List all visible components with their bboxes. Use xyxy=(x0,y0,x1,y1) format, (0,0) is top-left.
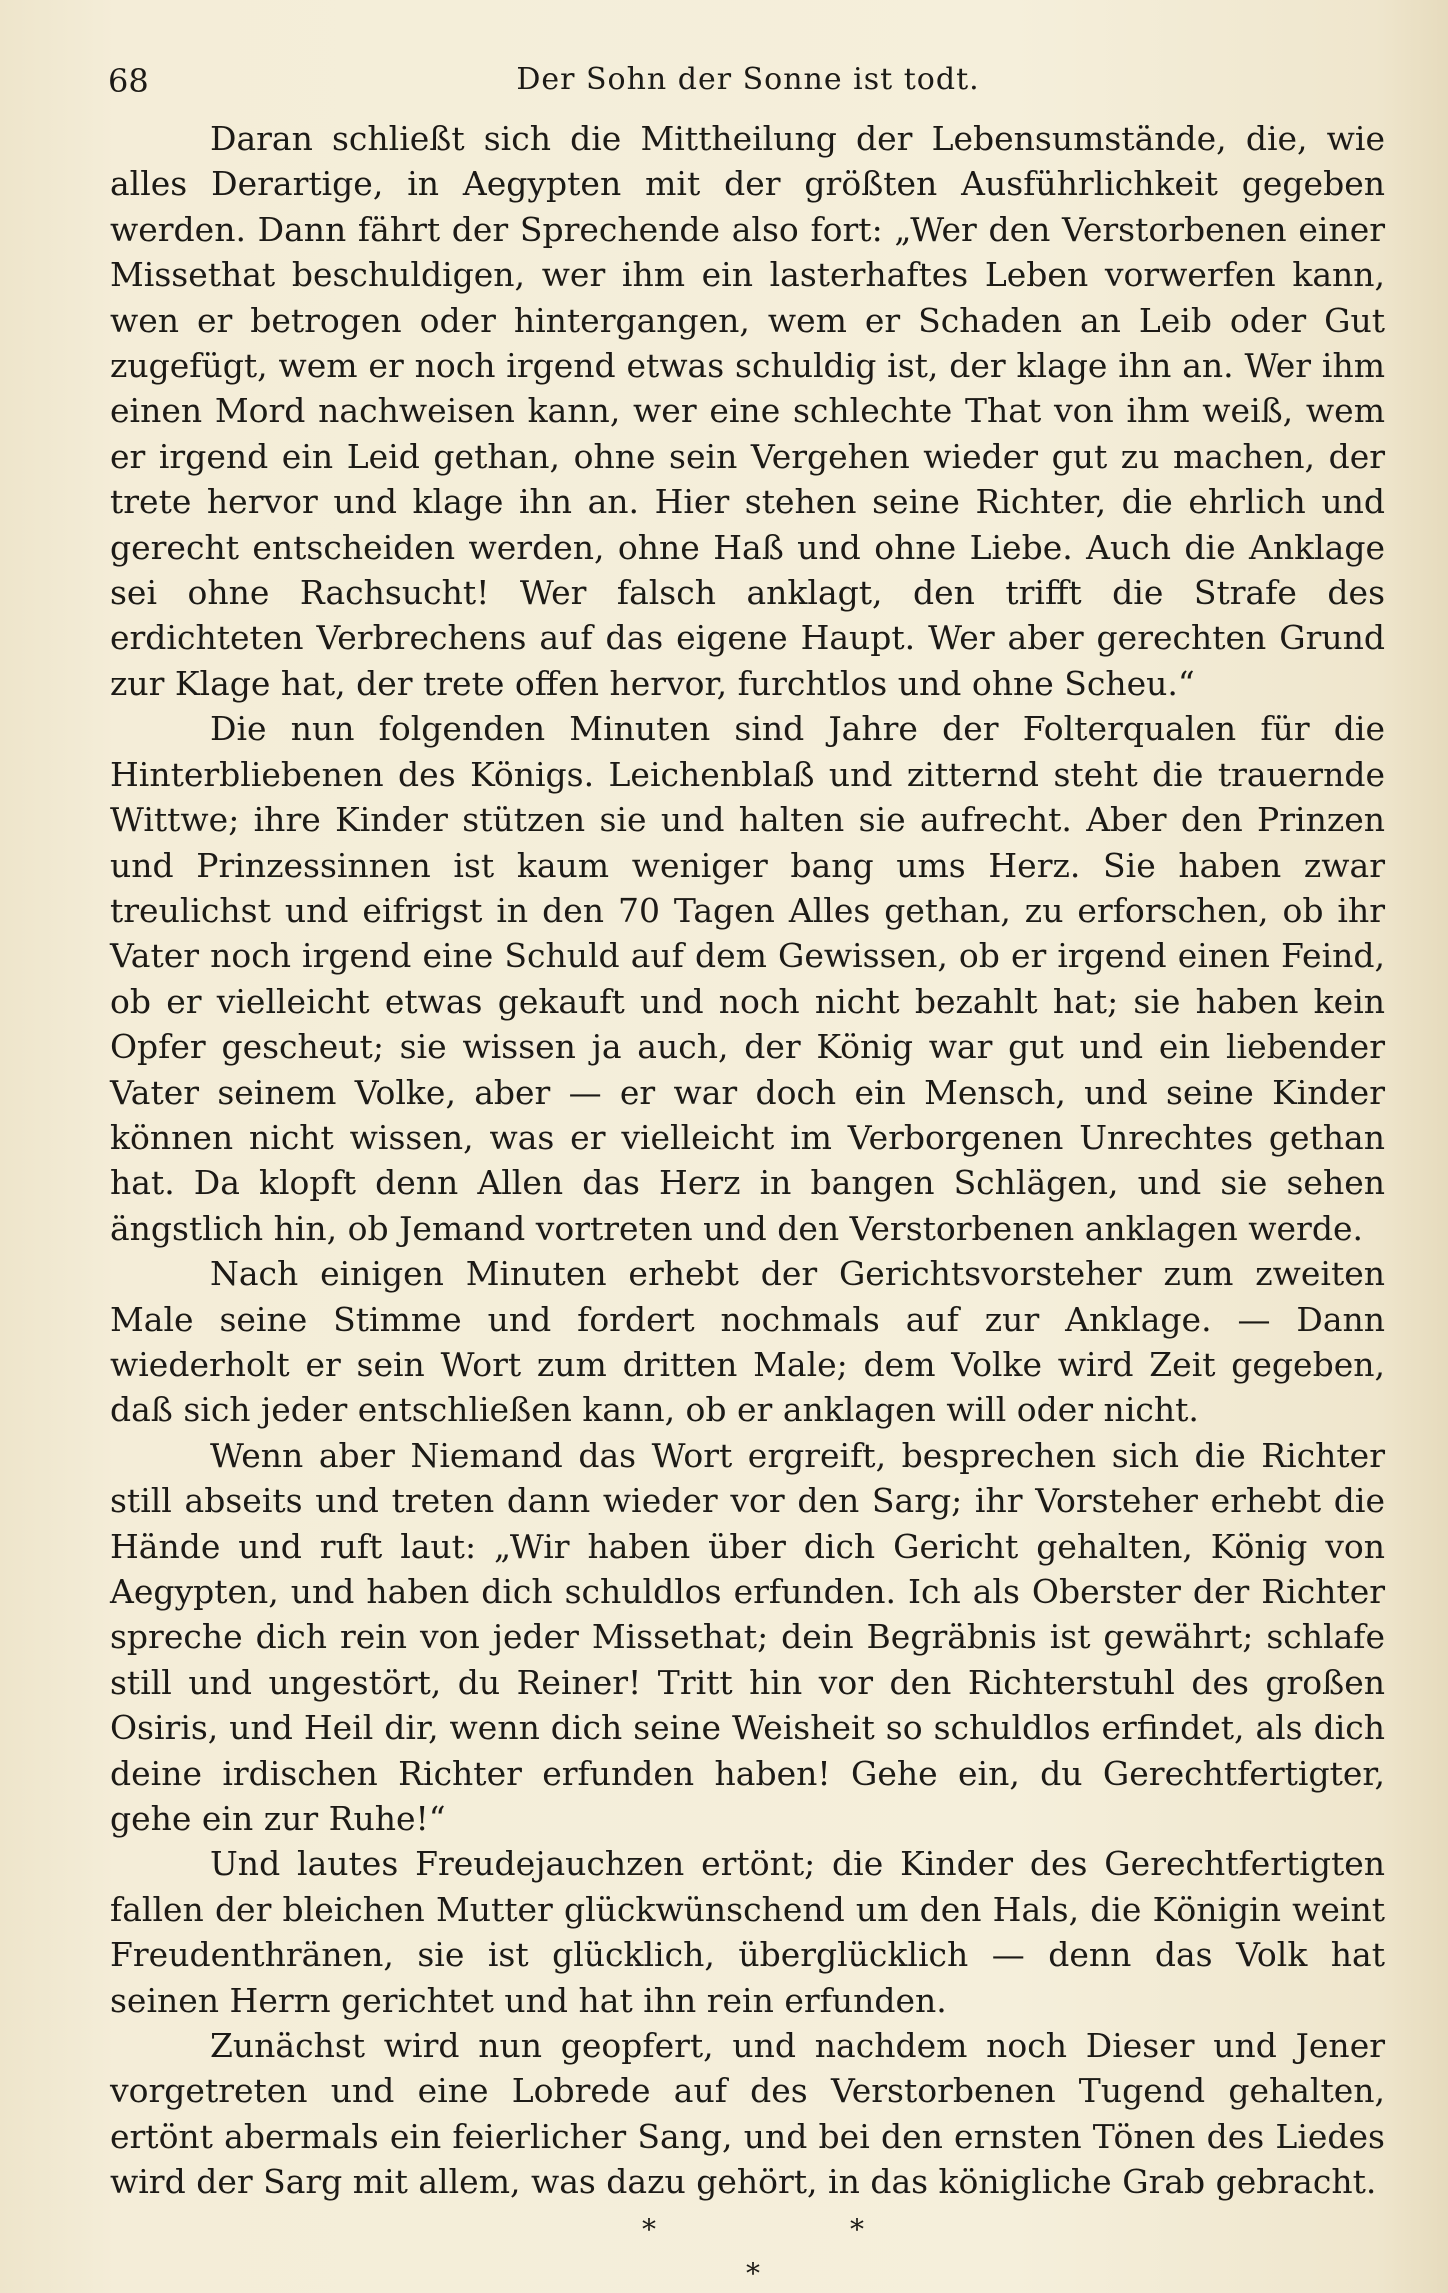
page-number: 68 xyxy=(108,62,149,100)
paragraph-4: Wenn aber Niemand das Wort ergreift, besprechen sich die Richter still abseits und treten dann wieder vor den Sarg; ihr Vorsteher erhebt die Hände und ruft laut: „Wir haben über dich Gericht gehalten, König von Aegypten, und haben dich schuldlos erfunden. Ich als Oberster der Richter spreche dich rein von jeder Missethat; dein Begräbnis ist gewährt; schlafe still und ungestört, du Reiner! Tritt hin vor den Richterstuhl des großen Osiris, und Heil dir, wenn dich seine Weisheit so schuldlos erfindet, als dich deine irdischen Richter erfunden haben! Gehe ein, du Gerechtfertigter, gehe ein zur Ruhe!“ xyxy=(110,1435,1385,1839)
paragraph-3: Nach einigen Minuten erhebt der Gerichtsvorsteher zum zweiten Male seine Stimme und fordert nochmals auf zur Anklage. — Dann wiederholt er sein Wort zum dritten Male; dem Volke wird Zeit gegeben, daß sich jeder entschließen kann, ob er anklagen will oder nicht. xyxy=(110,1254,1385,1430)
asterisk: * xyxy=(746,2256,760,2290)
asterisk: * xyxy=(850,2212,864,2246)
paragraph-5: Und lautes Freudejauchzen ertönt; die Kinder des Gerechtfertigten fallen der bleichen Mutter glückwünschend um den Hals, die Königin weint Freudenthränen, sie ist glücklich, überglücklich — denn das Volk hat seinen Herrn gerichtet und hat ihn rein erfunden. xyxy=(110,1844,1385,2020)
page-header xyxy=(108,56,1388,104)
paragraph-1: Daran schließt sich die Mittheilung der Lebensumstände, die, wie alles Derartige, in Aegypten mit der größten Ausführlichkeit gegeben werden. Dann fährt der Sprechende also fort: „Wer den Verstorbenen einer Missethat beschuldigen, wer ihm ein lasterhaftes Leben vorwerfen kann, wen er betrogen oder hintergangen, wem er Schaden an Leib oder Gut zugefügt, wem er noch irgend etwas schuldig ist, der klage ihn an. Wer ihm einen Mord nachweisen kann, wer eine schlechte That von ihm weiß, wem er irgend ein Leid gethan, ohne sein Vergehen wieder gut zu machen, der trete hervor und klage ihn an. Hier stehen seine Richter, die ehrlich und gerecht entscheiden werden, ohne Haß und ohne Liebe. Auch die Anklage sei ohne Rachsucht! Wer falsch anklagt, den trifft die Strafe des erdichteten Verbrechens auf das eigene Haupt. Wer aber gerechten Grund zur Klage hat, der trete offen hervor, furchtlos und ohne Scheu.“ xyxy=(110,119,1385,703)
paragraph-6: Zunächst wird nun geopfert, und nachdem noch Dieser und Jener vorgetreten und eine Lobrede auf des Verstorbenen Tugend gehalten, ertönt abermals ein feierlicher Sang, und bei den ernsten Tönen des Liedes wird der Sarg mit allem, was dazu gehört, in das königliche Grab gebracht. xyxy=(110,2026,1385,2202)
paragraph-2: Die nun folgenden Minuten sind Jahre der Folterqualen für die Hinterbliebenen des Königs. Leichenblaß und zitternd steht die trauernde Wittwe; ihre Kinder stützen sie und halten sie aufrecht. Aber den Prinzen und Prinzessinnen ist kaum weniger bang ums Herz. Sie haben zwar treulichst und eifrigst in den 70 Tagen Alles gethan, zu erforschen, ob ihr Vater noch irgend eine Schuld auf dem Gewissen, ob er irgend einen Feind, ob er vielleicht etwas gekauft und noch nicht bezahlt hat; sie haben kein Opfer gescheut; sie wissen ja auch, der König war gut und ein liebender Vater seinem Volke, aber — er war doch ein Mensch, und seine Kinder können nicht wissen, was er vielleicht im Verborgenen Unrechtes gethan hat. Da klopft denn Allen das Herz in bangen Schlägen, und sie sehen ängstlich hin, ob Jemand vortreten und den Verstorbenen anklagen werde. xyxy=(110,709,1385,1248)
running-head: Der Sohn der Sonne ist todt. xyxy=(516,62,980,97)
page-body xyxy=(110,116,1385,2293)
asterisk: * xyxy=(642,2212,656,2246)
section-break xyxy=(110,2213,1385,2293)
